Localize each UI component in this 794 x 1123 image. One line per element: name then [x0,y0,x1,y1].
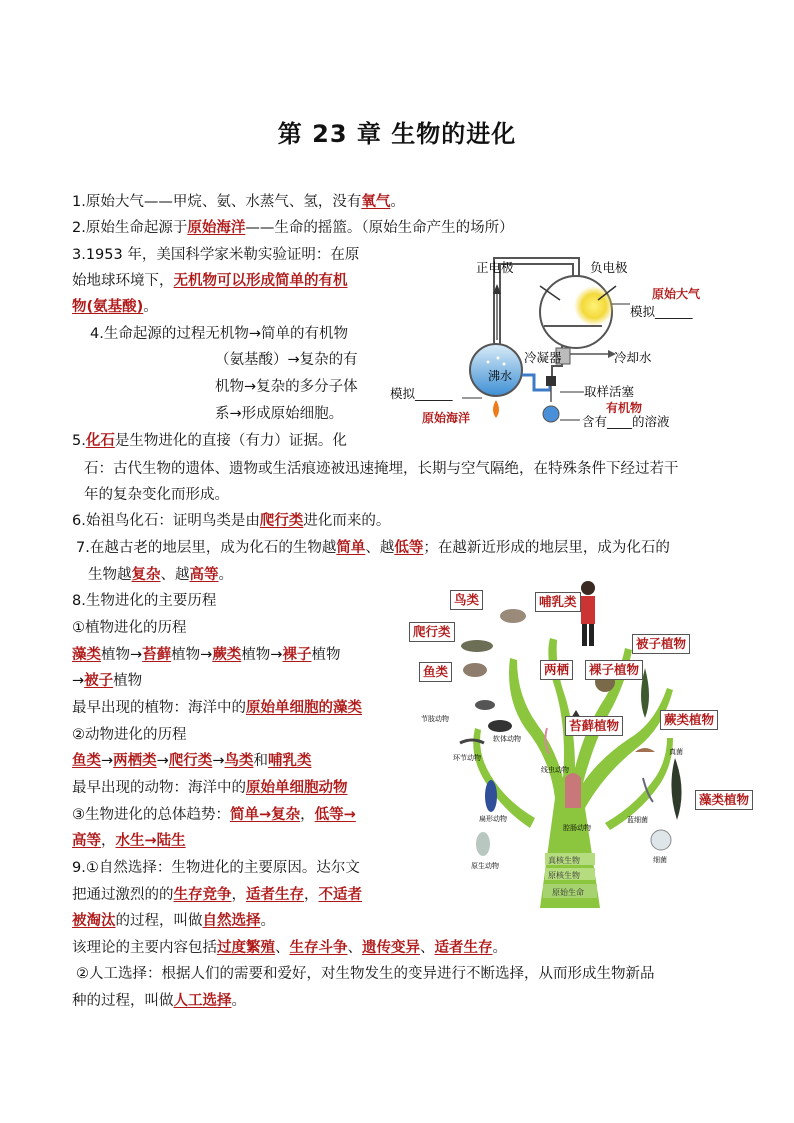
point-3-line1: 3.1953 年，美国科学家米勒实验证明：在原 [72,247,360,263]
first-animal: 最早出现的动物：海洋中的原始单细胞动物 [72,780,348,796]
plant-evolution-heading: ①植物进化的历程 [72,620,187,636]
small-fungi: 真菌 [669,748,683,756]
label-valve: 取样活塞 [584,384,635,399]
point-9-line2: 把通过激烈的的生存竞争，适者生存，不适者 [72,887,362,903]
label-cooling-water: 冷却水 [614,350,652,365]
tag-reptile: 爬行类 [409,622,455,642]
point-5-line1: 5.化石是生物进化的直接（有力）证据。化 [72,433,347,449]
point-1: 1.原始大气——甲烷、氨、水蒸气、氢，没有氧气。 [72,194,405,210]
plant-chain-end: →被子植物 [72,673,143,689]
flame-icon [493,400,499,418]
plant-chain: 藻类植物→苔藓植物→蕨类植物→裸子植物 [72,647,341,663]
tag-amphibian: 两栖 [540,660,573,680]
small-annelid: 环节动物 [453,754,481,762]
miller-experiment-diagram [384,250,724,440]
point-4-line2: （氨基酸）→复杂的有 [215,352,358,368]
point-4-line1: 4.生命起源的过程无机物→简单的有机物 [90,326,348,342]
label-solution: 含有____的溶液 [582,414,670,429]
tag-gymnosperm: 裸子植物 [585,660,643,680]
small-cnidarian: 腔肠动物 [563,824,591,832]
evolution-trend-line2: 高等，水生→陆生 [72,833,186,849]
tag-fish: 鱼类 [419,662,452,682]
small-cyanobacteria: 蓝细菌 [627,816,648,824]
label-simulate-1: 模拟______ [630,304,693,319]
tag-moss: 苔藓植物 [565,716,623,736]
mollusc-icon [488,720,512,732]
small-bacteria: 细菌 [653,856,667,864]
fish-icon [463,663,487,677]
label-condenser: 冷凝器 [524,350,562,365]
small-arthropod: 节肢动物 [421,715,449,723]
first-plant: 最早出现的植物：海洋中的原始单细胞的藻类 [72,700,362,716]
point-4-line4: 系→形成原始细胞。 [215,406,344,422]
point-5-line3: 年的复杂变化而形成。 [84,487,229,503]
bacteria-icon [651,830,671,850]
label-ocean: 原始海洋 [422,411,471,425]
evolution-tree-diagram [405,578,755,908]
page-title: 第 23 章 生物的进化 [277,120,517,148]
tag-algae: 藻类植物 [695,790,753,810]
human-icon [581,581,595,595]
label-boiling-water: 沸水 [488,369,513,383]
annelid-icon [460,740,484,743]
point-2: 2.原始生命起源于原始海洋——生命的摇篮。（原始生命产生的场所） [72,220,514,236]
cnidarian-icon [565,773,581,808]
tree-drawing [405,578,755,908]
small-nematode: 线虫动物 [541,766,569,774]
label-organic: 有机物 [606,401,643,415]
point-7-line2: 生物越复杂、越高等。 [88,567,233,583]
tag-fern: 蕨类植物 [660,710,718,730]
point-7-line1: 7.在越古老的地层里，成为化石的生物越简单、越低等；在越新近形成的地层里，成为化石的 [76,540,670,556]
animal-evolution-heading: ②动物进化的历程 [72,727,187,743]
point-9-line3: 被淘汰的过程，叫做自然选择。 [72,913,275,929]
label-simulate-2: 模拟______ [390,386,453,401]
point-9-line4: 该理论的主要内容包括过度繁殖、生存斗争、遗传变异、适者生存。 [72,940,507,956]
flatworm-icon [485,780,497,812]
small-protozoa: 原生动物 [471,862,499,870]
tag-mammal: 哺乳类 [535,592,581,612]
lizard-icon [461,640,493,652]
point-3-line3: 物(氨基酸)。 [72,299,158,315]
protozoa-icon [476,832,490,856]
animal-chain: 鱼类→两栖类→爬行类→鸟类和哺乳类 [72,753,312,769]
sample-flask [543,406,559,422]
point-9-line5: ②人工选择：根据人们的需要和爱好，对生物发生的变异进行不断选择，从而形成生物新品 [76,966,655,982]
trunk-eukaryote: 真核生物 [548,856,580,865]
fungi-icon [635,748,655,752]
label-negative: 负电极 [590,260,628,275]
point-5-line2: 石：古代生物的遗体、遗物或生活痕迹被迅速掩埋，长期与空气隔绝，在特殊条件下经过若干 [84,461,679,477]
trunk-prokaryote: 原核生物 [548,871,580,880]
bird-icon [500,609,526,623]
algae-icon [671,758,681,820]
small-flatworm: 扁形动物 [479,815,507,823]
point-8-heading: 8.生物进化的主要历程 [72,593,217,609]
point-3-line2: 始地球环境下，无机物可以形成简单的有机 [72,273,348,289]
point-4-line3: 机物→复杂的多分子体 [215,379,358,395]
sampling-valve [546,376,556,386]
label-positive: 正电极 [476,260,514,275]
small-mollusc: 软体动物 [493,735,521,743]
tag-angiosperm: 被子植物 [632,634,690,654]
point-6: 6.始祖鸟化石：证明鸟类是由爬行类进化而来的。 [72,513,391,529]
tag-bird: 鸟类 [450,590,483,610]
insect-icon [475,700,495,710]
point-9-line6: 种的过程，叫做人工选择。 [72,993,246,1009]
label-atmosphere: 原始大气 [652,287,701,301]
trunk-origin: 原始生命 [552,888,584,897]
evolution-trend-line1: ③生物进化的总体趋势：简单→复杂，低等→ [72,807,356,823]
point-9-line1: 9.①自然选择：生物进化的主要原因。达尔文 [72,860,360,876]
